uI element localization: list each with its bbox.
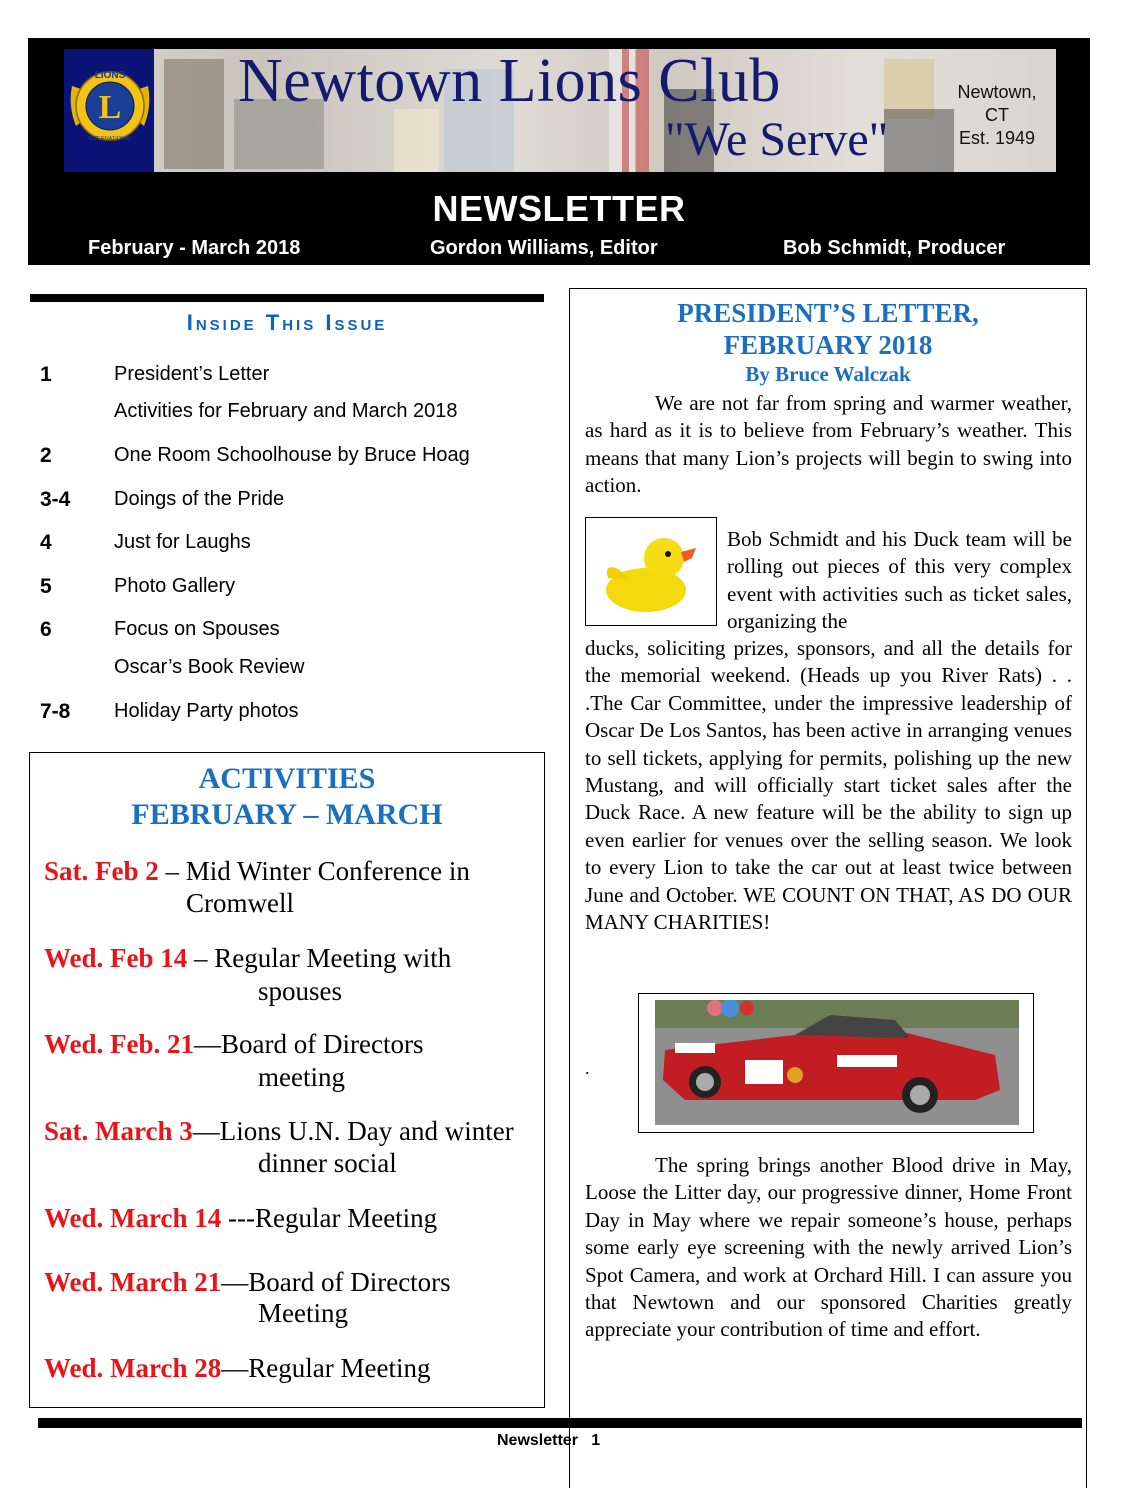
editor-credit: Gordon Williams, Editor <box>430 237 658 259</box>
event-separator: — <box>221 1267 249 1297</box>
event-separator: — <box>192 1116 220 1146</box>
letter-paragraph-text: The spring brings another Blood drive in May, Loose the Litter day, our progressive dinner, Home Front Day in May where we repair someone’s house, perhaps some early eye screening with the newly arrived Lion’s Spot Camera, and work at Orchard Hill. I can assure you that Newtown and our sponsored Charities greatly appreciate your contribution of time and effort. <box>585 1153 1072 1342</box>
toc-page-number: 3-4 <box>40 488 71 511</box>
event-description: Regular Meeting <box>248 1353 431 1383</box>
issue-date: February - March 2018 <box>88 237 301 259</box>
toc-page-number: 2 <box>40 444 52 467</box>
event-description: Lions U.N. Day and winter <box>219 1116 514 1146</box>
event-description: Board of Directors <box>248 1267 451 1297</box>
event-date: Wed. March 21 <box>44 1267 222 1297</box>
letter-paragraph-wrapped: Bob Schmidt and his Duck team will be rolling out pieces of this very complex event with activities such as ticket sales, organizing the <box>727 527 1072 634</box>
presidents-letter-title: PRESIDENT’S LETTER, <box>677 298 979 328</box>
toc-item[interactable]: Focus on Spouses <box>114 618 280 640</box>
toc-page-number: 5 <box>40 575 52 598</box>
toc-page-number: 4 <box>40 531 52 554</box>
letter-paragraph: ducks, soliciting prizes, sponsors, and all the details for the memorial weekend. (Heads up you River Rats) . . .The Car Committee, under the impressive leadership of Oscar De Los Santos, has been active in arranging venues to sell tickets, applying for permits, polishing up the new Mustang, and will officially start ticket sales after the Duck Race. A new feature will be the ability to sign up even earlier for venues over the selling season. We look to every Lion to take the car out at least twice between June and October. WE COUNT ON THAT, AS DO OUR MANY CHARITIES! <box>585 636 1072 935</box>
stray-mark: . <box>585 1058 590 1078</box>
event-date: Sat. March 3 <box>44 1116 193 1146</box>
car-icon <box>655 1000 1019 1125</box>
toc-item[interactable]: President’s Letter <box>114 363 270 385</box>
event-description: Regular Meeting with <box>214 943 452 973</box>
toc-divider <box>30 294 544 302</box>
footer-label: Newsletter <box>497 1432 578 1449</box>
event-separator: — <box>221 1353 249 1383</box>
event-separator: --- <box>221 1203 255 1233</box>
location-town: Newtown, <box>957 82 1037 102</box>
page-number: 1 <box>591 1432 601 1449</box>
event-date: Wed. March 28 <box>44 1353 222 1383</box>
event-item <box>44 1029 423 1060</box>
logo-text-top: LIONS <box>94 70 126 81</box>
lions-international-logo-icon <box>68 56 152 156</box>
toc-item[interactable]: Photo Gallery <box>114 575 236 597</box>
logo-text-bottom: INTERNATIONAL <box>88 136 132 142</box>
location-state: CT <box>985 105 1009 125</box>
established-year: Est. 1949 <box>958 128 1036 148</box>
red-mustang-photo <box>655 1000 1019 1125</box>
toc-item[interactable]: Holiday Party photos <box>114 700 299 722</box>
footer-divider <box>38 1418 1082 1428</box>
event-description-cont: Cromwell <box>186 888 294 918</box>
event-item <box>44 1116 514 1147</box>
letter-paragraph <box>585 390 1072 500</box>
toc-item[interactable]: Oscar’s Book Review <box>114 656 305 678</box>
presidents-letter-subtitle: FEBRUARY 2018 <box>723 330 933 360</box>
event-date: Wed. Feb. 21 <box>44 1029 195 1059</box>
event-item <box>44 1203 437 1234</box>
duck-photo-frame <box>585 517 717 626</box>
event-description-cont: meeting <box>258 1062 345 1092</box>
event-item <box>44 1267 451 1298</box>
toc-page-number: 6 <box>40 618 52 641</box>
toc-page-number: 7-8 <box>40 700 71 723</box>
event-description: Board of Directors <box>221 1029 424 1059</box>
event-description-cont: Meeting <box>258 1298 348 1328</box>
event-item <box>44 943 451 974</box>
producer-credit: Bob Schmidt, Producer <box>783 237 1006 259</box>
event-separator: – <box>187 943 215 973</box>
event-description-cont: dinner social <box>258 1148 397 1178</box>
toc-item[interactable]: Doings of the Pride <box>114 488 285 510</box>
logo-letter: L <box>98 89 122 126</box>
club-motto: "We Serve" <box>665 113 889 166</box>
event-separator: — <box>194 1029 222 1059</box>
event-separator: – <box>158 856 186 886</box>
rubber-duck-icon <box>586 518 716 625</box>
presidents-letter-byline: By Bruce Walczak <box>745 362 911 386</box>
event-description: Mid Winter Conference in <box>185 856 470 886</box>
letter-paragraph-text: We are not far from spring and warmer weather, as hard as it is to believe from February’s weather. This means that many Lion’s projects will begin to swing into action. <box>585 391 1072 498</box>
club-name: Newtown Lions Club <box>238 47 781 115</box>
newsletter-title: NEWSLETTER <box>432 188 686 229</box>
page-footer <box>497 1432 600 1450</box>
toc-page-number: 1 <box>40 363 52 386</box>
toc-item[interactable]: One Room Schoolhouse by Bruce Hoag <box>114 444 470 466</box>
toc-item[interactable]: Activities for February and March 2018 <box>114 400 458 422</box>
toc-title: Inside This Issue <box>186 310 388 335</box>
event-date: Sat. Feb 2 <box>44 856 159 886</box>
event-date: Wed. Feb 14 <box>44 943 188 973</box>
event-item <box>44 856 470 887</box>
event-item <box>44 1353 430 1384</box>
toc-item[interactable]: Just for Laughs <box>114 531 251 553</box>
activities-title: ACTIVITIES <box>198 762 376 795</box>
activities-subtitle: FEBRUARY – MARCH <box>131 798 443 831</box>
event-description: Regular Meeting <box>254 1203 438 1233</box>
event-date: Wed. March 14 <box>44 1203 222 1233</box>
letter-paragraph <box>585 1152 1072 1344</box>
event-description-cont: spouses <box>258 976 343 1006</box>
